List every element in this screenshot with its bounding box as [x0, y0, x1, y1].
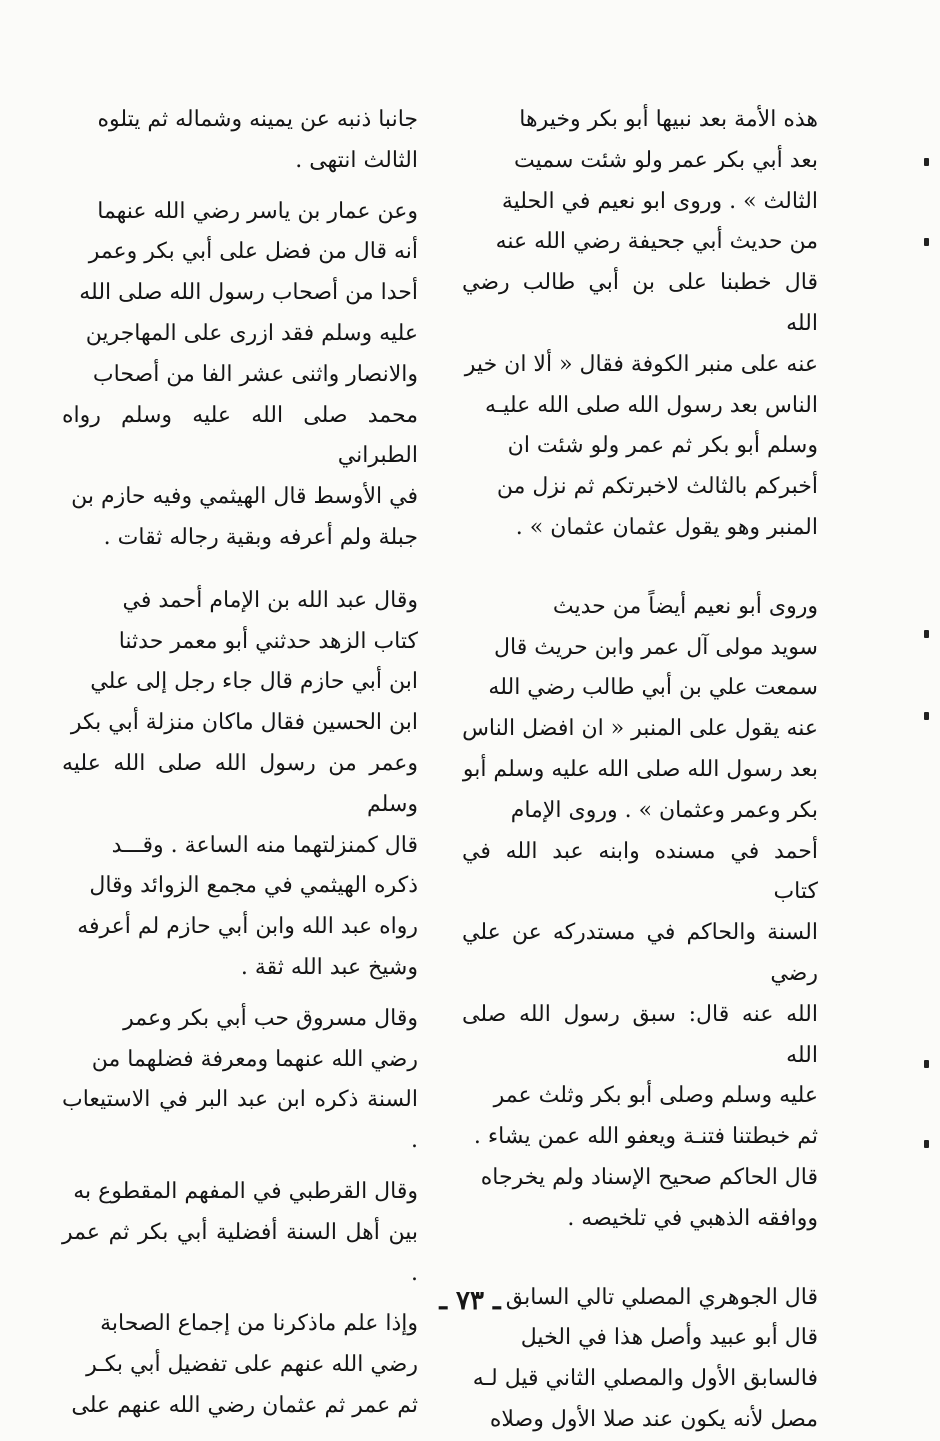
left-column: [62, 100, 418, 1427]
margin-mark: [924, 1060, 929, 1068]
margin-mark: [924, 1140, 929, 1148]
paragraph: وقال عبد الله بن الإمام أحمد في كتاب الزهد حدثني أبو معمر حدثنا ابن أبي حازم قال جاء رجل إلى علي ابن الحسين فقال ماكان منزلة أبي بكر وعمر من رسول الله صلى الله عليه وسلم قال كمنزلتهما منه الساعة . وقـــد ذكره الهيثمي في مجمع الزوائد وقال رواه عبد الله وابن أبي حازم لم أعرفه وشيخ عبد الله ثقة .: [62, 587, 418, 980]
margin-mark: [924, 712, 929, 720]
paragraph: وقال مسروق حب أبي بكر وعمر رضي الله عنهما ومعرفة فضلهما من السنة ذكره ابن عبد البر في الاستيعاب .: [62, 1005, 418, 1154]
paragraph: هذه الأمة بعد نبيها أبو بكر وخيرها بعد أبي بكر عمر ولو شئت سميت الثالث » . وروى ابو نعيم في الحلية من حديث أبي جحيفة رضي الله عنه قال خطبنا على بن أبي طالب رضي الله عنه على منبر الكوفة فقال « ألا ان خير الناس بعد رسول الله صلى الله عليـه وسلم أبو بكر ثم عمر ولو شئت ان أخبركم بالثالث لاخبرتكم ثم نزل من المنبر وهو يقول عثمان عثمان » .: [462, 107, 818, 540]
paragraph: وعن عمار بن ياسر رضي الله عنهما أنه قال من فضل على أبي بكر وعمر أحدا من أصحاب رسول الله صلى الله عليه وسلم فقد ازرى على المهاجرين والانصار واثنى عشر الفا من أصحاب محمد صلى الله عليه وسلم رواه الطبراني في الأوسط قال الهيثمي وفيه حازم بن جبلة ولم أعرفه وبقية رجاله ثقات .: [62, 198, 418, 550]
right-column: [462, 100, 818, 1441]
margin-mark: [924, 238, 929, 246]
page-number: ـ ٧٣ ـ: [439, 1286, 501, 1316]
paragraph: وقال القرطبي في المفهم المقطوع به بين أهل السنة أفضلية أبي بكر ثم عمر .: [62, 1178, 418, 1286]
margin-mark: [924, 158, 929, 166]
paragraph: قال الجوهري المصلي تالي السابق قال أبو عبيد وأصل هذا في الخيل فالسابق الأول والمصلي الثاني قيل لـه مصل لأنه يكون عند صلا الأول وصلاه: [472, 1284, 818, 1432]
paragraph: وإذا علم ماذكرنا من إجماع الصحابة رضي الله عنهم على تفضيل أبي بكـر ثم عمر ثم عثمان رضي الله عنهم على: [71, 1311, 418, 1418]
margin-mark: [924, 630, 929, 638]
paragraph: وروى أبو نعيم أيضاً من حديث سويد مولى آل عمر وابن حريث قال سمعت علي بن أبي طالب رضي الله عنه يقول على المنبر « ان افضل الناس بعد رسول الله صلى الله عليه وسلم أبو بكر وعمر وعثمان » . وروى الإمام أحمد في مسنده وابنه عبد الله في كتاب السنة والحاكم في مستدركه عن علي رضي الله عنه قال: سبق رسول الله صلى الله عليه وسلم وصلى أبو بكر وثلث عمر ثم خبطتنا فتنـة ويعفو الله عمن يشاء . قال الحاكم صحيح الإسناد ولم يخرجاه ووافقه الذهبي في تلخيصه .: [462, 593, 818, 1231]
paragraph: جانبا ذنبه عن يمينه وشماله ثم يتلوه الثالث انتهى .: [97, 107, 418, 173]
